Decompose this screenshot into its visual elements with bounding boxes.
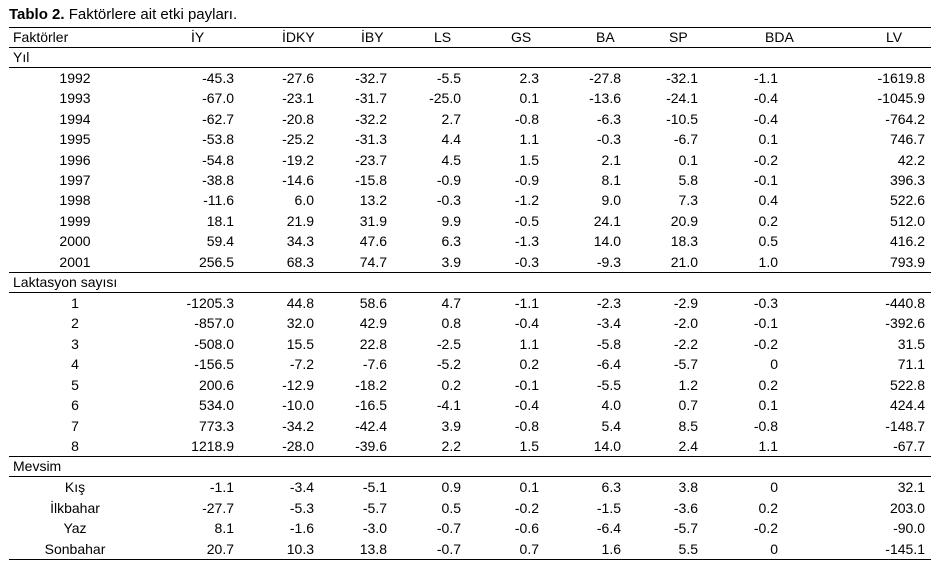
table-cell: -27.7 [202,499,234,516]
table-cell: -4.1 [436,397,461,414]
table-cell: 6.3 [601,479,621,496]
table-cell: 59.4 [206,233,234,250]
table-cell: -7.2 [289,356,314,373]
row-label: 1999 [59,212,91,229]
table-cell: 0.2 [758,376,778,393]
table-cell: 1.2 [678,376,698,393]
table-cell: 424.4 [889,397,925,414]
table-cell: -2.5 [436,335,461,352]
table-cell: -0.3 [436,192,461,209]
table-cell: -23.1 [282,90,314,107]
table-cell: 1.5 [519,151,539,168]
table-cell: -857.0 [194,315,234,332]
table-cell: -90.0 [893,520,925,537]
table-cell: -764.2 [885,110,925,127]
table-row [9,68,931,89]
table-row [9,375,931,395]
table-cell: -28.0 [282,437,314,454]
table-cell: -0.4 [753,110,778,127]
table-cell: 0.1 [678,151,698,168]
row-label: İlkbahar [50,499,100,516]
table-cell: 5.8 [678,172,698,189]
table-cell: -0.4 [753,90,778,107]
header-row [9,28,931,48]
table-cell: -12.9 [282,376,314,393]
table-cell: -31.7 [355,90,387,107]
table-cell: 47.6 [359,233,387,250]
table-cell: -31.3 [355,131,387,148]
table-row [9,518,931,538]
table-cell: -0.8 [514,110,539,127]
table-cell: 34.3 [286,233,314,250]
table-row [9,313,931,333]
table-cell: 71.1 [897,356,925,373]
row-label: 8 [71,437,79,454]
section-title: Laktasyon sayısı [9,273,931,293]
table-cell: -1205.3 [186,295,234,312]
table-cell: 0.4 [758,192,778,209]
table-cell: 396.3 [889,172,925,189]
table-cell: -1.1 [753,70,778,86]
row-label: Kış [64,479,86,496]
table-cell: -10.0 [282,397,314,414]
table-cell: -23.7 [355,151,387,168]
table-cell: 42.9 [359,315,387,332]
table-row [9,109,931,129]
table-cell: -1.5 [596,499,621,516]
table-cell: -0.9 [514,172,539,189]
table-cell: -0.3 [753,295,778,312]
table-cell: -0.2 [753,520,778,537]
col-header: BA [567,28,649,48]
table-cell: -0.3 [596,131,621,148]
table-cell: -5.2 [436,356,461,373]
col-header: LV [806,28,931,48]
row-label: 1996 [59,151,91,168]
table-cell: 1.0 [758,253,778,270]
table-cell: -0.5 [514,212,539,229]
table-cell: -39.6 [355,437,387,454]
caption-text: Faktörlere ait etki payları. [64,6,238,23]
table-cell: 13.2 [359,192,387,209]
table-cell: 68.3 [286,253,314,270]
table-cell: -3.6 [673,499,698,516]
row-label: 6 [71,397,79,414]
table-cell: -27.8 [589,70,621,86]
table-cell: -1.1 [514,295,539,312]
table-row [9,293,931,314]
table-cell: 203.0 [889,499,925,516]
table-cell: -5.7 [362,499,387,516]
table-cell: -392.6 [885,315,925,332]
table-cell: -1.3 [514,233,539,250]
section-title: Mevsim [9,457,931,477]
table-row [9,539,931,560]
row-label: 1995 [59,131,91,148]
table-cell: 7.3 [678,192,698,209]
table-cell: -440.8 [885,295,925,312]
table-cell: 2.1 [601,151,621,168]
table-cell: 14.0 [593,233,621,250]
table-cell: 20.7 [141,539,240,560]
table-cell: 4.5 [441,151,461,168]
table-cell: -5.1 [362,479,387,496]
table-cell: -6.3 [596,110,621,127]
table-cell: 1.1 [519,131,539,148]
table-cell: -5.7 [673,356,698,373]
table-cell: -6.7 [673,131,698,148]
table-caption [9,6,237,23]
table-cell: 0.1 [758,131,778,148]
table-cell: 0.7 [678,397,698,414]
table-cell: 416.2 [889,233,925,250]
table-cell: -148.7 [885,417,925,434]
table-cell: 0.9 [441,479,461,496]
row-label: 3 [71,335,79,352]
table-cell: -5.3 [289,499,314,516]
table-cell: 74.7 [359,253,387,270]
table-cell: -67.0 [202,90,234,107]
table-cell: -19.2 [282,151,314,168]
table-cell: 58.6 [359,295,387,312]
table-cell: 0.8 [441,315,461,332]
table-row [9,354,931,374]
table-cell: -32.1 [666,70,698,86]
row-label: 2000 [59,233,91,250]
table-cell: 0 [770,479,778,496]
table-row [9,416,931,436]
row-label: 1992 [59,70,91,86]
table-cell: -0.4 [514,315,539,332]
col-header: İDKY [240,28,326,48]
table-cell: 4.0 [601,397,621,414]
table-cell: -11.6 [203,192,234,209]
table-cell: 0.5 [441,499,461,516]
table-cell: 8.5 [678,417,698,434]
col-header: İY [141,28,240,48]
table-cell: 0.2 [441,376,461,393]
table-cell: 15.5 [286,335,314,352]
table-cell: -42.4 [355,417,387,434]
table-cell: 2.3 [519,70,539,86]
section-row [9,48,931,68]
table-cell: -508.0 [194,335,234,352]
table-cell: -1.6 [289,520,314,537]
table-cell: -6.4 [596,520,621,537]
table-cell: -0.4 [514,397,539,414]
row-label: 1997 [59,172,91,189]
table-cell: 522.6 [889,192,925,209]
table-cell: -0.2 [753,335,778,352]
table-cell: -45.3 [202,70,234,86]
table-body [9,48,931,560]
table-row [9,498,931,518]
table-cell: 44.8 [286,295,314,312]
table-cell: -14.6 [282,172,314,189]
table-row [9,477,931,498]
row-label: 2001 [59,253,91,270]
table-cell: 0 [733,539,806,560]
table-cell: -3.4 [289,479,314,496]
table-cell: 5.5 [649,539,733,560]
effects-table [9,27,931,560]
table-cell: 522.8 [889,376,925,393]
table-cell: 200.6 [198,376,234,393]
col-header: İBY [326,28,405,48]
table-cell: 42.2 [897,151,925,168]
table-cell: -1045.9 [877,90,925,107]
table-cell: -0.1 [753,172,778,189]
table-cell: 0.1 [758,397,778,414]
table-row [9,252,931,273]
table-cell: -0.7 [436,520,461,537]
table-cell: 20.9 [670,212,698,229]
table-cell: 0.2 [758,499,778,516]
table-cell: -5.5 [436,70,461,86]
table-cell: 0.5 [758,233,778,250]
table-cell: -5.8 [596,335,621,352]
table-cell: 6.0 [294,192,314,209]
table-cell: 18.1 [206,212,234,229]
row-label: 2 [71,315,79,332]
table-cell: 21.0 [670,253,698,270]
section-title: Yıl [9,48,931,68]
table-cell: -2.9 [673,295,698,312]
table-cell: -1.1 [209,479,234,496]
table-cell: 9.0 [601,192,621,209]
table-cell: 3.9 [441,417,461,434]
table-cell: -0.8 [753,417,778,434]
table-cell: 31.5 [897,335,925,352]
table-cell: 13.8 [326,539,405,560]
table-cell: -62.7 [202,110,234,127]
table-cell: 773.3 [198,417,234,434]
table-row [9,190,931,210]
table-cell: -7.6 [362,356,387,373]
table-row [9,88,931,108]
table-cell: -67.7 [893,437,925,454]
table-cell: -2.0 [673,315,698,332]
table-row [9,395,931,415]
row-label: 1998 [59,192,91,209]
table-cell: 32.0 [286,315,314,332]
table-cell: -10.5 [666,110,698,127]
table-cell: 1218.9 [191,437,234,454]
table-cell: -34.2 [282,417,314,434]
table-cell: -38.8 [202,172,234,189]
table-cell: -53.8 [202,131,234,148]
table-row [9,211,931,231]
table-cell: -27.6 [282,70,314,86]
table-cell: 14.0 [593,437,621,454]
table-cell: -15.8 [355,172,387,189]
table-cell: 22.8 [359,335,387,352]
table-cell: 512.0 [889,212,925,229]
table-cell: 1.6 [567,539,649,560]
table-cell: -0.1 [514,376,539,393]
table-cell: -32.7 [355,70,387,86]
table-cell: -1619.8 [877,70,925,86]
table-cell: -3.4 [596,315,621,332]
table-cell: 6.3 [441,233,461,250]
table-cell: 256.5 [198,253,234,270]
table-cell: -0.8 [514,417,539,434]
table-cell: -2.2 [673,335,698,352]
table-cell: -0.9 [436,172,461,189]
table-cell: -156.5 [194,356,234,373]
table-cell: 2.4 [678,437,698,454]
col-header: Faktörler [9,28,141,48]
table-cell: 0.1 [519,479,539,496]
table-cell: 534.0 [198,397,234,414]
table-row [9,129,931,149]
section-row [9,457,931,477]
table-cell: 24.1 [593,212,621,229]
table-cell: -5.5 [596,376,621,393]
table-row [9,150,931,170]
section-row [9,273,931,293]
col-header: BDA [733,28,806,48]
table-cell: 1.5 [519,437,539,454]
table-cell: 32.1 [897,479,925,496]
table-cell: -25.0 [429,90,461,107]
table-cell: 31.9 [359,212,387,229]
table-cell: 793.9 [889,253,925,270]
caption-label: Tablo 2. [9,6,65,23]
table-row [9,170,931,190]
table-cell: -3.0 [362,520,387,537]
table-cell: 1.1 [519,335,539,352]
table-cell: 5.4 [601,417,621,434]
table-cell: -0.2 [753,151,778,168]
table-cell: -0.6 [514,520,539,537]
row-label: 1994 [59,110,91,127]
table-cell: 4.4 [441,131,461,148]
table-cell: -25.2 [282,131,314,148]
col-header: GS [485,28,567,48]
table-row [9,231,931,251]
table-cell: 2.2 [441,437,461,454]
table-cell: -18.2 [355,376,387,393]
row-label: 1993 [59,90,91,107]
table-cell: -9.3 [596,253,621,270]
table-cell: 2.7 [441,110,461,127]
table-cell: 4.7 [441,295,461,312]
table-cell: 8.1 [214,520,234,537]
table-cell: 10.3 [240,539,326,560]
table-cell: -13.6 [589,90,621,107]
table-cell: -54.8 [202,151,234,168]
table-cell: 0.2 [758,212,778,229]
table-cell: -24.1 [666,90,698,107]
table-cell: 21.9 [286,212,314,229]
table-cell: 3.9 [441,253,461,270]
table-cell: 0.2 [519,356,539,373]
table-cell: -16.5 [355,397,387,414]
col-header: SP [649,28,733,48]
table-cell: -0.2 [514,499,539,516]
table-cell: -2.3 [596,295,621,312]
row-label: 7 [71,417,79,434]
table-cell: 3.8 [678,479,698,496]
table-cell: -0.3 [514,253,539,270]
table-cell: -20.8 [282,110,314,127]
row-label: Yaz [63,520,87,537]
row-label: 5 [71,376,79,393]
row-label: 1 [71,295,79,312]
table-cell: 0 [770,356,778,373]
table-cell: -0.1 [753,315,778,332]
table-cell: -6.4 [596,356,621,373]
table-cell: -32.2 [355,110,387,127]
table-cell: -5.7 [673,520,698,537]
row-label: Sonbahar [9,539,141,560]
table-cell: 0.1 [519,90,539,107]
table-cell: -0.7 [405,539,485,560]
table-row [9,334,931,354]
table-cell: 9.9 [441,212,461,229]
row-label: 4 [71,356,79,373]
col-header: LS [405,28,485,48]
table-row [9,436,931,457]
table-cell: -1.2 [514,192,539,209]
table-cell: 746.7 [889,131,925,148]
table-cell: 1.1 [758,437,778,454]
table-cell: 18.3 [670,233,698,250]
table-cell: 8.1 [601,172,621,189]
table-cell: 0.7 [485,539,567,560]
table-cell: -145.1 [806,539,931,560]
